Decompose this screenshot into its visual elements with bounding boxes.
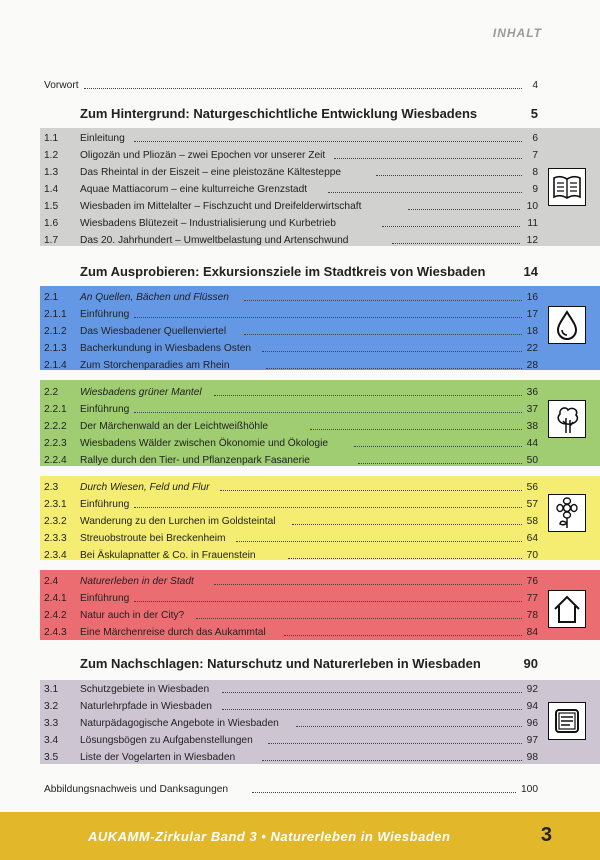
- row-number: 2.2.2: [44, 421, 67, 432]
- row-page: 64: [526, 533, 538, 544]
- row-number: 2.2.1: [44, 404, 67, 415]
- row-number: 3.1: [44, 684, 59, 695]
- toc-row[interactable]: [0, 531, 600, 546]
- toc-row[interactable]: [0, 625, 600, 640]
- row-number: 3.5: [44, 752, 59, 763]
- tree-icon: [548, 400, 586, 438]
- section-page: 90: [523, 656, 538, 671]
- document-icon: [548, 702, 586, 740]
- row-page: 100: [521, 784, 538, 795]
- row-text: Einleitung: [80, 133, 125, 144]
- toc-row[interactable]: [0, 514, 600, 529]
- row-text: Eine Märchenreise durch das Aukammtal: [80, 627, 266, 638]
- row-page: 92: [526, 684, 538, 695]
- row-page: 4: [532, 80, 538, 91]
- row-page: 6: [532, 133, 538, 144]
- row-text: Durch Wiesen, Feld und Flur: [80, 482, 210, 493]
- row-page: 10: [526, 201, 538, 212]
- row-number: 2.3.2: [44, 516, 67, 527]
- row-page: 7: [532, 150, 538, 161]
- row-page: 36: [526, 387, 538, 398]
- row-number: 2.3: [44, 482, 59, 493]
- row-text: An Quellen, Bächen und Flüssen: [80, 292, 229, 303]
- water-drop-icon: [548, 306, 586, 344]
- toc-row[interactable]: [0, 699, 600, 714]
- row-text: Wiesbaden im Mittelalter – Fischzucht und Dreifelderwirtschaft: [80, 201, 362, 212]
- toc-row[interactable]: [0, 307, 600, 322]
- toc-row[interactable]: [0, 716, 600, 731]
- row-number: 2.1.1: [44, 309, 67, 320]
- row-text: Naturpädagogische Angebote in Wiesbaden: [80, 718, 279, 729]
- row-number: 2.2.4: [44, 455, 67, 466]
- row-page: 96: [526, 718, 538, 729]
- row-number: 1.1: [44, 133, 59, 144]
- row-text: Wanderung zu den Lurchen im Goldsteintal: [80, 516, 276, 527]
- toc-row[interactable]: [0, 750, 600, 765]
- toc-row[interactable]: [0, 733, 600, 748]
- row-number: 1.2: [44, 150, 59, 161]
- row-page: 94: [526, 701, 538, 712]
- row-number: 3.3: [44, 718, 59, 729]
- row-page: 98: [526, 752, 538, 763]
- toc-row[interactable]: [0, 148, 600, 163]
- row-number: 2.1: [44, 292, 59, 303]
- row-text: Einführung: [80, 499, 130, 510]
- row-text: Abbildungsnachweis und Danksagungen: [44, 784, 229, 795]
- toc-row[interactable]: [0, 402, 600, 417]
- toc-row[interactable]: [0, 182, 600, 197]
- toc-row[interactable]: [0, 199, 600, 214]
- row-number: 2.1.2: [44, 326, 67, 337]
- toc-row[interactable]: [0, 453, 600, 468]
- row-number: 1.5: [44, 201, 59, 212]
- row-page: 70: [526, 550, 538, 561]
- row-text: Bei Äskulapnatter & Co. in Frauenstein: [80, 550, 256, 561]
- toc-row[interactable]: [0, 358, 600, 373]
- book-icon: [548, 168, 586, 206]
- row-text: Aquae Mattiacorum – eine kulturreiche Grenzstadt: [80, 184, 308, 195]
- row-number: 1.4: [44, 184, 59, 195]
- toc-row[interactable]: [0, 165, 600, 180]
- section-page: 14: [523, 264, 538, 279]
- toc-row[interactable]: [0, 574, 600, 589]
- row-number: 2.1.4: [44, 360, 67, 371]
- toc-row[interactable]: [0, 682, 600, 697]
- header-inhalt: INHALT: [492, 26, 542, 40]
- row-page: 50: [526, 455, 538, 466]
- row-page: 57: [526, 499, 538, 510]
- row-page: 22: [526, 343, 538, 354]
- flower-icon: [548, 494, 586, 532]
- row-page: 18: [526, 326, 538, 337]
- row-page: 16: [526, 292, 538, 303]
- row-text: Lösungsbögen zu Aufgabenstellungen: [80, 735, 253, 746]
- toc-row[interactable]: [0, 216, 600, 231]
- toc-row[interactable]: [0, 290, 600, 305]
- toc-row[interactable]: [0, 341, 600, 356]
- row-text: Streuobstroute bei Breckenheim: [80, 533, 226, 544]
- row-text: Schutzgebiete in Wiesbaden: [80, 684, 210, 695]
- row-page: 97: [526, 735, 538, 746]
- row-number: 1.3: [44, 167, 59, 178]
- row-page: 11: [527, 218, 538, 229]
- row-text: Natur auch in der City?: [80, 610, 185, 621]
- row-text: Naturerleben in der Stadt: [80, 576, 194, 587]
- row-text: Wiesbadens Blütezeit – Industrialisierung und Kurbetrieb: [80, 218, 336, 229]
- footer-bar: [0, 812, 600, 860]
- row-page: 12: [526, 235, 538, 246]
- row-text: Bacherkundung in Wiesbadens Osten: [80, 343, 252, 354]
- row-page: 9: [532, 184, 538, 195]
- row-text: Einführung: [80, 404, 130, 415]
- toc-row[interactable]: [0, 131, 600, 146]
- footer-title: AUKAMM-Zirkular Band 3 • Naturerleben in Wiesbaden: [88, 829, 451, 844]
- row-text: Das Rheintal in der Eiszeit – eine pleistozäne Kältesteppe: [80, 167, 342, 178]
- row-number: 2.4: [44, 576, 59, 587]
- toc-row[interactable]: [0, 324, 600, 339]
- row-page: 28: [526, 360, 538, 371]
- toc-row[interactable]: [0, 608, 600, 623]
- row-text: Vorwort: [44, 80, 79, 91]
- row-text: Das Wiesbadener Quellenviertel: [80, 326, 227, 337]
- toc-row-closing[interactable]: [0, 782, 600, 797]
- row-number: 3.4: [44, 735, 59, 746]
- row-page: 77: [526, 593, 538, 604]
- row-text: Das 20. Jahrhundert – Umweltbelastung und Artenschwund: [80, 235, 349, 246]
- toc-row[interactable]: [0, 548, 600, 563]
- toc-row[interactable]: [0, 419, 600, 434]
- row-page: 44: [526, 438, 538, 449]
- toc-row[interactable]: [0, 497, 600, 512]
- row-page: 8: [532, 167, 538, 178]
- row-page: 37: [526, 404, 538, 415]
- row-number: 2.4.2: [44, 610, 67, 621]
- row-page: 38: [526, 421, 538, 432]
- row-page: 56: [526, 482, 538, 493]
- row-number: 1.6: [44, 218, 59, 229]
- house-icon: [548, 590, 586, 628]
- row-number: 2.3.1: [44, 499, 67, 510]
- row-text: Naturlehrpfade in Wiesbaden: [80, 701, 212, 712]
- row-number: 2.3.4: [44, 550, 67, 561]
- row-page: 58: [526, 516, 538, 527]
- section-title: Zum Nachschlagen: Naturschutz und Naturerleben in Wiesbaden: [80, 656, 481, 671]
- row-text: Liste der Vogelarten in Wiesbaden: [80, 752, 236, 763]
- row-text: Oligozän und Pliozän – zwei Epochen vor unserer Zeit: [80, 150, 326, 161]
- row-text: Der Märchenwald an der Leichtweißhöhle: [80, 421, 269, 432]
- toc-row[interactable]: [0, 233, 600, 248]
- section-title: Zum Hintergrund: Naturgeschichtliche Entwicklung Wiesbadens: [80, 106, 478, 121]
- page-number: 3: [540, 824, 552, 846]
- row-text: Einführung: [80, 593, 130, 604]
- section-title: Zum Ausprobieren: Exkursionsziele im Stadtkreis von Wiesbaden: [80, 264, 486, 279]
- toc-row-vorwort[interactable]: [0, 78, 600, 93]
- row-number: 2.3.3: [44, 533, 67, 544]
- row-number: 2.2.3: [44, 438, 67, 449]
- row-number: 1.7: [44, 235, 59, 246]
- row-number: 2.2: [44, 387, 59, 398]
- toc-row[interactable]: [0, 436, 600, 451]
- row-page: 84: [526, 627, 538, 638]
- row-text: Wiesbadens grüner Mantel: [80, 387, 202, 398]
- row-number: 2.1.3: [44, 343, 67, 354]
- row-text: Zum Storchenparadies am Rhein: [80, 360, 230, 371]
- section-page: 5: [530, 106, 538, 121]
- row-text: Wiesbadens Wälder zwischen Ökonomie und Ökologie: [80, 438, 329, 449]
- row-number: 3.2: [44, 701, 59, 712]
- row-page: 78: [526, 610, 538, 621]
- toc-row[interactable]: [0, 591, 600, 606]
- toc-row[interactable]: [0, 480, 600, 495]
- row-page: 17: [526, 309, 538, 320]
- row-number: 2.4.1: [44, 593, 67, 604]
- toc-row[interactable]: [0, 385, 600, 400]
- row-text: Rallye durch den Tier- und Pflanzenpark Fasanerie: [80, 455, 310, 466]
- row-text: Einführung: [80, 309, 130, 320]
- row-number: 2.4.3: [44, 627, 67, 638]
- row-page: 76: [526, 576, 538, 587]
